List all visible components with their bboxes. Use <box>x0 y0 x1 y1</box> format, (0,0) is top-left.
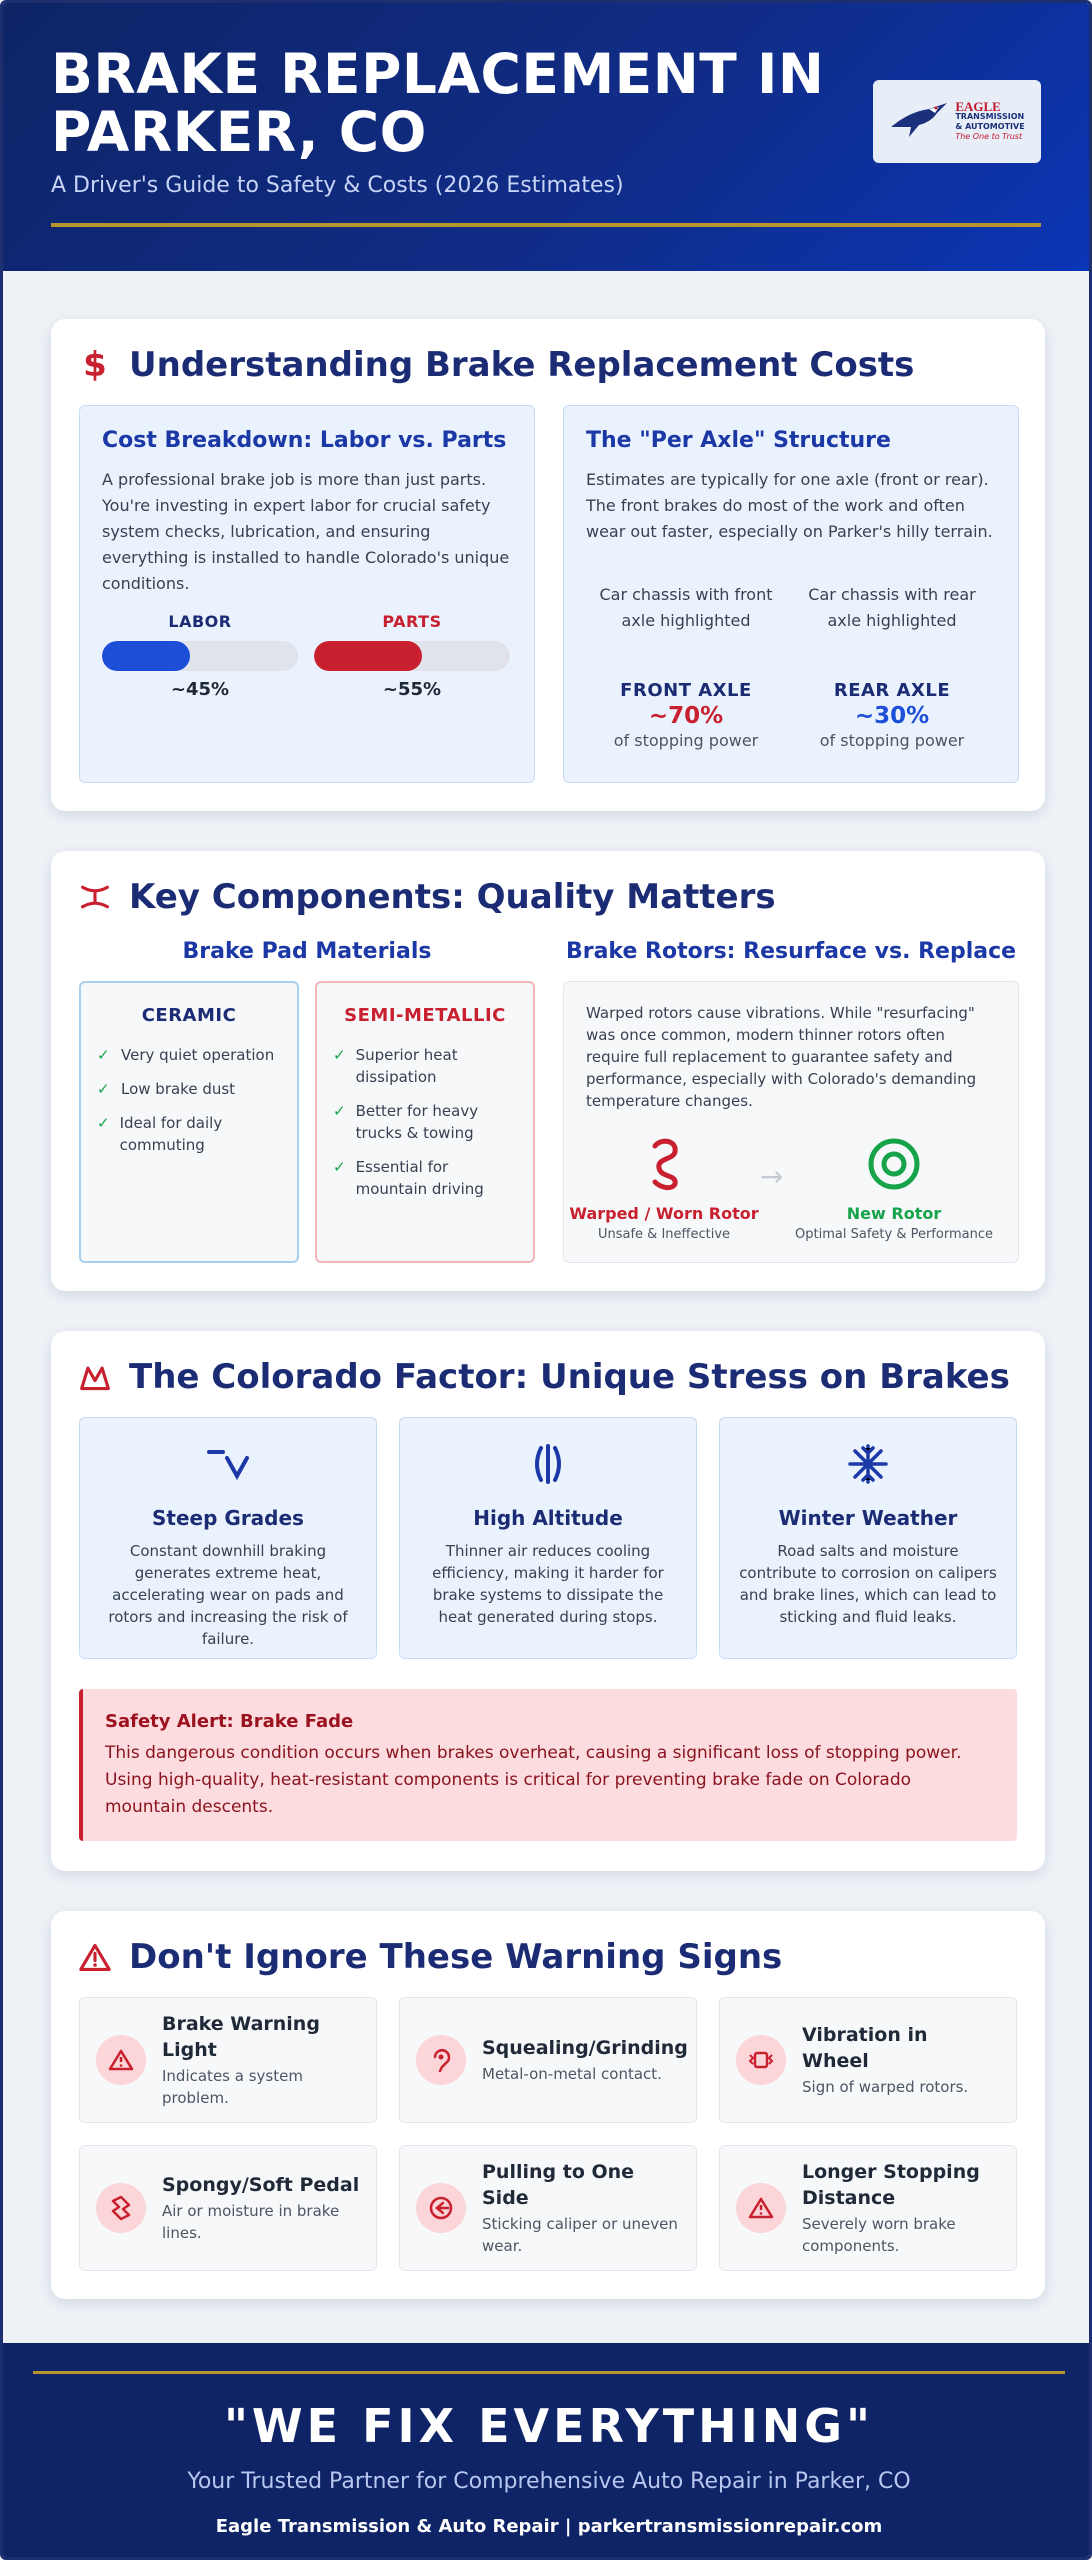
sign-title: Vibration in Wheel <box>802 2024 928 2072</box>
alert-triangle-icon <box>736 2183 786 2233</box>
page-subtitle: A Driver's Guide to Safety & Costs (2026 Estimates) <box>51 173 624 198</box>
cost-breakdown-text: A professional brake job is more than just parts. You're investing in expert labor for crucial safety system checks, lubrication, and ensuring everything is installed to handle Colorado's unique conditions. <box>102 470 510 593</box>
new-rotor <box>794 1136 994 1242</box>
sign-desc: Metal-on-metal contact. <box>482 2065 662 2083</box>
ear-icon <box>416 2035 466 2085</box>
sign-title: Brake Warning Light <box>162 2013 320 2061</box>
parts-label: PARTS <box>382 612 442 631</box>
semi-metallic-box <box>315 981 535 1263</box>
brake-fade-alert <box>79 1689 1017 1841</box>
sign-squealing-grinding <box>399 1997 697 2123</box>
colorado-title-text: The Colorado Factor: Unique Stress on Brakes <box>129 1357 1010 1397</box>
front-axle-name: FRONT AXLE <box>620 680 752 701</box>
semi-metallic-title: SEMI-METALLIC <box>344 1005 506 1026</box>
steering-icon <box>416 2183 466 2233</box>
front-axle <box>586 582 786 750</box>
sign-desc: Severely worn brake components. <box>802 2215 956 2255</box>
check-icon: ✓ <box>97 1080 110 1098</box>
factor-text: Road salts and moisture contribute to corrosion on calipers and brake lines, which can lead to sticking and fluid leaks. <box>739 1542 997 1626</box>
list-item-text: Very quiet operation <box>121 1046 275 1064</box>
colorado-section <box>51 1331 1045 1871</box>
factor-text: Thinner air reduces cooling efficiency, making it harder for brake systems to dissipate the heat generated during stops. <box>432 1542 664 1626</box>
rear-axle <box>792 582 992 750</box>
page-title: BRAKE REPLACEMENT IN PARKER, CO <box>51 42 825 164</box>
list-item-text: Superior heat dissipation <box>355 1046 458 1086</box>
sign-title: Pulling to One Side <box>482 2161 635 2209</box>
logo-line-3: & AUTOMOTIVE <box>955 121 1025 131</box>
footer-contact-link[interactable]: Eagle Transmission & Auto Repair | parkertransmissionrepair.com <box>215 2516 883 2537</box>
parts-bar-fill <box>314 641 422 671</box>
warped-rotor-name: Warped / Worn Rotor <box>569 1204 759 1223</box>
new-rotor-name: New Rotor <box>846 1204 942 1223</box>
list-item <box>97 1078 281 1100</box>
factor-title: Winter Weather <box>778 1506 958 1530</box>
footer-tagline: Your Trusted Partner for Comprehensive Auto Repair in Parker, CO <box>187 2469 911 2494</box>
costs-section-title <box>79 345 1017 385</box>
altitude-icon <box>418 1442 678 1486</box>
eagle-icon <box>889 97 951 147</box>
labor-bar <box>102 612 298 700</box>
check-icon: ✓ <box>333 1158 346 1176</box>
list-item <box>97 1044 281 1066</box>
rear-axle-percent: ~30% <box>854 703 930 729</box>
list-item <box>333 1100 517 1144</box>
rotors-box <box>563 981 1019 1263</box>
rear-axle-image: Car chassis with rear axle highlighted <box>808 585 976 630</box>
warnings-title-text: Don't Ignore These Warning Signs <box>129 1937 783 1977</box>
logo-line-1: EAGLE <box>955 98 1001 114</box>
list-item <box>333 1044 517 1088</box>
sign-title: Squealing/Grinding <box>482 2037 688 2059</box>
logo-line-2: TRANSMISSION <box>955 111 1025 121</box>
cost-breakdown-panel <box>79 405 535 783</box>
warning-light-icon <box>96 2035 146 2085</box>
vibration-icon <box>736 2035 786 2085</box>
arrow-right-icon: → <box>760 1160 784 1193</box>
brake-caliper-icon <box>79 879 111 915</box>
sign-brake-warning-light <box>79 1997 377 2123</box>
parts-bar <box>314 612 510 700</box>
new-rotor-icon <box>866 1136 922 1192</box>
warped-rotor-icon <box>639 1136 689 1192</box>
warning-signs-section <box>51 1911 1045 2299</box>
footer-divider <box>33 2371 1065 2374</box>
sign-pulling-to-one-side <box>399 2145 697 2271</box>
front-axle-image: Car chassis with front axle highlighted <box>599 585 773 630</box>
rotors-heading: Brake Rotors: Resurface vs. Replace <box>565 939 1017 964</box>
labor-bar-track <box>102 641 298 671</box>
front-axle-percent: ~70% <box>648 703 724 729</box>
per-axle-text: Estimates are typically for one axle (front or rear). The front brakes do most of the work and often wear out faster, especially on Parker's hilly terrain. <box>586 470 993 541</box>
company-logo[interactable] <box>873 80 1041 163</box>
list-item <box>333 1156 517 1200</box>
new-rotor-sub: Optimal Safety & Performance <box>795 1227 993 1242</box>
components-section-title <box>79 877 1017 917</box>
components-title-text: Key Components: Quality Matters <box>129 877 776 917</box>
sign-longer-stopping-distance <box>719 2145 1017 2271</box>
cost-breakdown-title: Cost Breakdown: Labor vs. Parts <box>102 428 507 453</box>
header-divider <box>51 223 1041 227</box>
sign-spongy-soft-pedal <box>79 2145 377 2271</box>
sign-title: Longer Stopping Distance <box>802 2161 980 2209</box>
mountain-icon <box>79 1359 111 1395</box>
parts-value: ~55% <box>382 679 442 700</box>
snowflake-icon <box>738 1442 998 1486</box>
list-item-text: Better for heavy trucks & towing <box>355 1102 479 1142</box>
ceramic-title: CERAMIC <box>141 1005 237 1026</box>
warped-rotor-sub: Unsafe & Ineffective <box>597 1227 731 1242</box>
warning-signs-section-title <box>79 1937 1017 1977</box>
semi-metallic-list <box>333 1044 517 1200</box>
alert-title: Safety Alert: Brake Fade <box>105 1711 354 1732</box>
factor-high-altitude <box>399 1417 697 1659</box>
alert-text: This dangerous condition occurs when brakes overheat, causing a significant loss of stopping power. Using high-quality, heat-resistant components is critical for preventing brake fade on Colorado mountain descents. <box>105 1743 962 1817</box>
ceramic-list <box>97 1044 281 1156</box>
sign-desc: Sign of warped rotors. <box>802 2078 969 2096</box>
factor-winter-weather <box>719 1417 1017 1659</box>
labor-bar-fill <box>102 641 190 671</box>
factor-text: Constant downhill braking generates extreme heat, accelerating wear on pads and rotors and increasing the risk of failure. <box>108 1542 348 1648</box>
rear-axle-name: REAR AXLE <box>833 680 951 701</box>
labor-label: LABOR <box>168 612 232 631</box>
logo-tagline: The One to Trust <box>955 131 1023 141</box>
pads-heading: Brake Pad Materials <box>182 939 432 964</box>
pedal-icon <box>96 2183 146 2233</box>
front-axle-sub: of stopping power <box>613 731 759 750</box>
check-icon: ✓ <box>333 1046 346 1064</box>
list-item <box>97 1112 281 1156</box>
per-axle-panel <box>563 405 1019 783</box>
sign-title: Spongy/Soft Pedal <box>162 2174 360 2196</box>
sign-desc: Air or moisture in brake lines. <box>162 2202 340 2242</box>
list-item-text: Ideal for daily commuting <box>119 1114 223 1154</box>
parts-bar-track <box>314 641 510 671</box>
warped-rotor <box>564 1136 764 1242</box>
sign-desc: Sticking caliper or uneven wear. <box>482 2215 678 2255</box>
factor-title: Steep Grades <box>152 1506 304 1530</box>
header <box>3 3 1089 271</box>
rear-axle-sub: of stopping power <box>819 731 965 750</box>
list-item-text: Essential for mountain driving <box>355 1158 484 1198</box>
costs-section <box>51 319 1045 811</box>
ceramic-box <box>79 981 299 1263</box>
dollar-icon: $ <box>83 345 107 385</box>
footer-slogan: "WE FIX EVERYTHING" <box>223 2399 875 2453</box>
list-item-text: Low brake dust <box>121 1080 236 1098</box>
check-icon: ✓ <box>333 1102 346 1120</box>
warning-triangle-icon <box>79 1939 111 1975</box>
components-section <box>51 851 1045 1291</box>
sign-vibration-in-wheel <box>719 1997 1017 2123</box>
rotors-text: Warped rotors cause vibrations. While "resurfacing" was once common, modern thinner rotors often require full replacement to guarantee safety and performance, especially with Colorado's demanding temperature changes. <box>586 1004 977 1110</box>
check-icon: ✓ <box>97 1114 110 1132</box>
labor-value: ~45% <box>170 679 230 700</box>
colorado-section-title <box>79 1357 1017 1397</box>
check-icon: ✓ <box>97 1046 110 1064</box>
sign-desc: Indicates a system problem. <box>162 2067 303 2107</box>
footer <box>3 2343 1092 2560</box>
per-axle-title: The "Per Axle" Structure <box>586 428 891 453</box>
costs-title-text: Understanding Brake Replacement Costs <box>129 345 915 385</box>
downhill-icon <box>98 1442 358 1486</box>
factor-steep-grades <box>79 1417 377 1659</box>
factor-title: High Altitude <box>473 1506 623 1530</box>
